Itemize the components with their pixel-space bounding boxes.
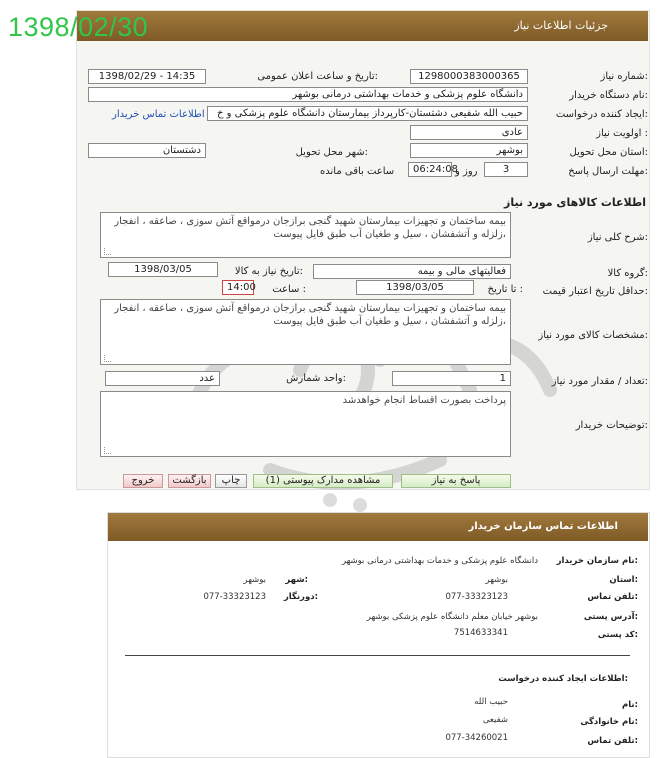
- creator-first-name-label: نام:: [621, 700, 638, 710]
- print-button[interactable]: چاپ: [215, 474, 247, 488]
- goods-group-field: فعالیتهای مالی و بیمه: [313, 264, 511, 279]
- stamp-date: 1398/02/30: [8, 12, 149, 42]
- description-textarea[interactable]: بیمه ساختمان و تجهیزات بیمارستان شهید گنجی برازجان درمواقع آتش سوزی ، صاعقه ، انفجار ،زلزله و آتشفشان ، سیل و طغیان آب طبق فایل پیوست: [100, 212, 511, 258]
- until-date-field: 1398/03/05: [356, 280, 474, 295]
- contact-org-value: دانشگاه علوم پزشکی و خدمات بهداشتی درمانی بوشهر: [341, 556, 538, 566]
- remaining-label: ساعت باقی مانده: [320, 166, 395, 177]
- creator-info-title: اطلاعات ایجاد کننده درخواست:: [498, 674, 628, 684]
- deadline-time-field: 06:24:08: [408, 162, 452, 177]
- attachments-button[interactable]: مشاهده مدارک پیوستی (1): [253, 474, 393, 488]
- province-field: بوشهر: [410, 143, 528, 158]
- unit-field: عدد: [105, 371, 220, 386]
- contact-postal-value: 7514633341: [453, 628, 508, 638]
- page-title: جزئیات اطلاعات نیاز: [514, 19, 608, 32]
- creator-last-name-label: نام خانوادگی:: [580, 717, 638, 727]
- contact-fax-label: دورنگار:: [283, 592, 318, 602]
- need-date-label: تاریخ نیاز به کالا:: [234, 266, 303, 277]
- spec-label: مشخصات کالای مورد نیاز:: [538, 330, 648, 341]
- quantity-field: 1: [392, 371, 511, 386]
- goods-group-label: گروه کالا:: [607, 268, 648, 279]
- need-date-field: 1398/03/05: [108, 262, 218, 277]
- contact-card-title: اطلاعات تماس سازمان خریدار: [468, 521, 618, 532]
- goods-section-title: اطلاعات کالاهای مورد نیاز: [504, 196, 646, 209]
- announce-label: تاریخ و ساعت اعلان عمومی:: [257, 71, 378, 82]
- contact-info-link[interactable]: اطلاعات تماس خریدار: [112, 109, 205, 120]
- hour-field: 14:00: [222, 280, 254, 295]
- exit-button[interactable]: خروج: [123, 474, 163, 488]
- contact-address-value: بوشهر خیابان معلم دانشگاه علوم پزشکی بوشهر: [366, 612, 538, 622]
- creator-first-name-value: حبیب الله: [474, 697, 508, 707]
- contact-postal-label: کد پستی:: [597, 630, 638, 640]
- deadline-days-field: 3: [484, 162, 528, 177]
- creator-last-name-value: شفیعی: [482, 715, 508, 725]
- priority-field: عادی: [410, 125, 528, 140]
- creator-phone-value: 077-34260021: [445, 733, 508, 743]
- creator-phone-label: تلفن تماس:: [587, 736, 638, 746]
- contact-phone-value: 077-33323123: [445, 592, 508, 602]
- until-date-label: تا تاریخ :: [487, 284, 523, 295]
- buyer-org-label: نام دستگاه خریدار:: [569, 90, 648, 101]
- announce-field: 1398/02/29 - 14:35: [88, 69, 206, 84]
- contact-city-value: بوشهر: [243, 575, 266, 585]
- contact-card-header: [108, 513, 648, 541]
- contact-province-value: بوشهر: [485, 575, 508, 585]
- contact-address-label: آدرس پستی:: [583, 612, 638, 622]
- min-price-date-label: حداقل تاریخ اعتبار قیمت:: [542, 286, 648, 297]
- city-label: شهر محل تحویل:: [295, 147, 368, 158]
- city-field: دشتستان: [88, 143, 206, 158]
- page-header-bar: [77, 11, 648, 41]
- creator-label: ایجاد کننده درخواست:: [555, 109, 648, 120]
- back-button[interactable]: بازگشت: [168, 474, 211, 488]
- need-number-field: 1298000383000365: [410, 69, 528, 84]
- description-label: شرح کلی نیاز:: [587, 232, 648, 243]
- buyer-org-field: دانشگاه علوم پزشکی و خدمات بهداشتی درمانی بوشهر: [88, 87, 528, 102]
- contact-province-label: استان:: [609, 575, 638, 585]
- deadline-label: مهلت ارسال پاسخ:: [568, 166, 648, 177]
- contact-fax-value: 077-33323123: [203, 592, 266, 602]
- reply-button[interactable]: پاسخ به نیاز: [401, 474, 511, 488]
- spec-textarea[interactable]: بیمه ساختمان و تجهیزات بیمارستان شهید گنجی برازجان درمواقع آتش سوزی ، صاعقه ، انفجار ،زلزله و آتشفشان ، سیل و طغیان آب طبق فایل پیوست: [100, 299, 511, 365]
- quantity-label: تعداد / مقدار مورد نیاز:: [551, 376, 648, 387]
- buyer-notes-textarea[interactable]: پرداخت بصورت اقساط انجام خواهدشد: [100, 391, 511, 457]
- hour-label: ساعت :: [272, 284, 306, 295]
- buyer-notes-label: توضیحات خریدار:: [575, 420, 648, 431]
- contact-divider: [125, 655, 630, 656]
- day-and-label: روز و: [455, 166, 478, 177]
- contact-city-label: شهر:: [285, 575, 308, 585]
- contact-org-label: نام سازمان خریدار:: [556, 556, 638, 566]
- contact-phone-label: تلفن تماس:: [587, 592, 638, 602]
- unit-label: واحد شمارش:: [286, 373, 346, 384]
- need-number-label: شماره نیاز:: [600, 71, 648, 82]
- creator-field: حبیب الله شفیعی دشتستان-کارپرداز بیمارستان دانشگاه علوم پزشکی و خ: [207, 106, 528, 121]
- priority-label: اولویت نیاز :: [596, 128, 648, 139]
- province-label: استان محل تحویل:: [569, 147, 648, 158]
